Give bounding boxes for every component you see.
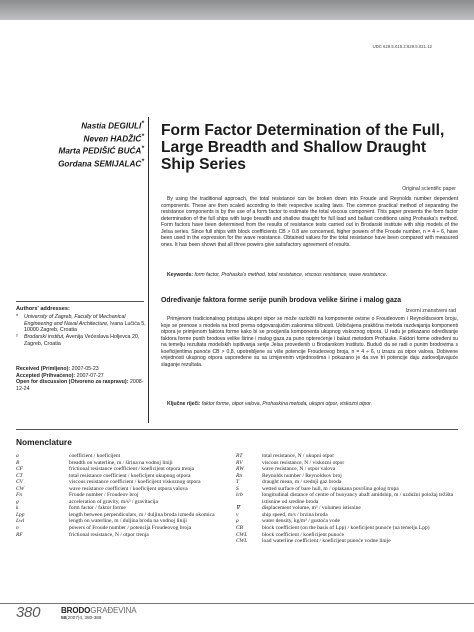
nomenclature-symbol: Fn	[16, 492, 23, 499]
abstract-croatian: Primjenom tradicionalnog pristupa ukupni otpor se može razložiti na komponente ovisne o Froudeovom i Reynoldsovom broju, koje se prenose s modela na brod prema odgovarajućim zakonima sličnosti. Uobičajena praktična metoda razdvajanja komponenti otpora je primjenom faktora forme kako bi se procijenila komponenta ukupnog viskoznog otpora. U radu je prikazano određivanje faktora forme punih brodova velike širine i malog gaza za puno opterećenje i balast metodom Prohaske. Faktori forme određeni su na temelju rezultata modelskih ispitivanja serije Jelsa provedenih u Brodarskom institutu. Budući da se radi o punim brodovima s koeficijentima punoće CB > 0,8, upotrebljene su više potencije Froudeovog broja, n = 4 ÷ 6, u izrazu za otpor valova. Dobivene vrijednosti ukupnog otpora uspoređene su sa izmjerenim vrijednostima i pokazano je da sve tri potencije daju zadovoljavajuće slaganje rezultata.	[161, 316, 458, 368]
paper-title-croatian: Određivanje faktora forme serije punih brodova velike širine i malog gaza	[161, 297, 402, 304]
nomenclature-symbol: Rn	[236, 472, 243, 479]
nomenclature-symbol: CF	[16, 466, 24, 473]
paper-type: Original scientific paper	[402, 186, 456, 192]
nomenclature-symbol: CV	[16, 479, 24, 486]
nomenclature-row	[236, 538, 462, 545]
abstract: By using the traditional approach, the total resistance can be broken down into Froude and Reynolds number dependent components. These are then scaled according to their respective scaling laws. The common practical method of separating the resistance components is by the use of a form factor to estimate the total viscous component. This paper presents the form factor determination of the full ships with large breadth and shallow draught for full load and ballast conditions using Prohaska's method. Form factors have been determined from the results of resistance tests carried out in Brodarski institute with ship models of the Jelsa series. Since full ships with block coefficients CB > 0.8 are concerned, higher powers of the Froude number, n = 4 ÷ 6, have been used in the expression for the wave resistance. Obtained values for the total resistance have been compared with measured ones. It has been shown that all three powers give satisfactory agreement of results.	[161, 196, 458, 248]
nomenclature-symbol: Lwl	[16, 518, 25, 525]
nomenclature-definition: wave resistance, N / otpor valova	[262, 466, 336, 473]
nomenclature-divider	[16, 429, 458, 430]
nomenclature-right-column	[236, 453, 462, 545]
author-2: Neven HADŽIĆ*	[83, 132, 144, 144]
keywords-croatian: Ključne riječi: faktor forme, otpor valova, Prohaskina metoda, ukupni otpor, viskozni otpor.	[167, 401, 373, 407]
nomenclature-definition: longitudinal distance of centre of buoyancy abaft amidship, m / uzdužni položaj težišta istisnine od sredine broda	[262, 492, 454, 505]
nomenclature-symbol: RF	[16, 531, 23, 538]
nomenclature-definition: displacement volume, m³ / volumen istisnine	[262, 505, 361, 512]
journal-reference: 58(2007)4, 380-388	[61, 615, 102, 620]
keywords: Keywords: form factor, Prohaska's method, total resistance, viscous resistance, wave resistance.	[167, 272, 388, 278]
nomenclature-symbol: T	[236, 479, 240, 486]
nomenclature-symbol: RV	[236, 459, 243, 466]
nomenclature-symbol: Lpp	[16, 511, 25, 518]
nomenclature-symbol: CWL	[236, 531, 248, 538]
nomenclature-symbol: v	[236, 511, 239, 518]
nomenclature-symbol: lcb	[236, 492, 243, 499]
nomenclature-symbol: CW	[16, 485, 25, 492]
discussion-date: Open for discussion (Otvoreno za raspravu): 2008-12-24	[16, 379, 144, 393]
nomenclature-title: Nomenclature	[16, 437, 72, 447]
nomenclature-definition: Reynolds number / Reynoldsov broj	[262, 472, 342, 479]
nomenclature-definition: viscous resistance, N / viskozni otpor	[262, 459, 345, 466]
address-1: * University of Zagreb, Faculty of Mechanical Engineering and Naval Architecture, Ivana Lučića 5, 10000 Zagreb, Croatia	[16, 314, 146, 334]
nomenclature-definition: frictional resistance coefficient / koeficijent otpora trenja	[69, 466, 195, 473]
addresses-divider	[16, 301, 144, 302]
nomenclature-symbol: S	[236, 485, 239, 492]
paper-type-croatian: Izvorni znanstveni rad	[405, 308, 456, 314]
footer-divider	[0, 603, 474, 604]
nomenclature-symbol: CB	[236, 525, 244, 532]
nomenclature-row	[236, 492, 462, 505]
address-2: ² Brodarski institut, Avenija Većeslava Holjevca 20, Zagreb, Croatia	[16, 334, 140, 347]
header-band	[0, 0, 474, 20]
nomenclature-definition: form factor / faktor forme	[69, 505, 126, 512]
nomenclature-definition: powers of Froude number / potencija Froudeovog broja	[69, 525, 192, 532]
page-number: 380	[16, 604, 41, 621]
nomenclature-definition: Froude number / Froudeov broj	[69, 492, 139, 499]
nomenclature-definition: block coefficient / koeficijent punoće	[262, 531, 345, 538]
nomenclature-definition: viscous resistance coefficient / koeficijent viskoznog otpora	[69, 479, 201, 486]
nomenclature-definition: length on waterline, m / duljina broda na vodnoj liniji	[69, 518, 187, 525]
nomenclature-definition: frictional resistance, N / otpor trenja	[69, 531, 149, 538]
vertical-divider	[148, 117, 149, 423]
nomenclature-definition: acceleration of gravity, m/s² / gravitacija	[69, 498, 158, 505]
nomenclature-definition: breadth on waterline, m / širina na vodnoj liniji	[69, 459, 173, 466]
nomenclature-symbol: B	[16, 459, 20, 466]
nomenclature-definition: total resistance, N / ukupni otpor	[262, 453, 335, 459]
nomenclature-definition: coefficient / koeficijent	[69, 453, 121, 459]
nomenclature-symbol: k	[16, 505, 19, 512]
nomenclature-symbol: ∇	[236, 505, 240, 512]
addresses-title: Authors' addresses:	[16, 306, 70, 312]
journal-logo: BRODOGRAĐEVINA	[61, 606, 137, 615]
udc-code: UDC 629.5.015.2:629.5.021.12	[372, 44, 432, 49]
received-date: Received (Primljeno): 2007-05-23	[16, 366, 99, 372]
nomenclature-definition: draught mean, m / srednji gaz broda	[262, 479, 342, 486]
nomenclature-symbol: CT	[16, 472, 23, 479]
nomenclature-symbol: n	[16, 525, 19, 532]
nomenclature-symbol: RT	[236, 453, 243, 459]
nomenclature-definition: total resistance coefficient / koeficijent ukupnog otpora	[69, 472, 191, 479]
nomenclature-definition: load waterline coefficient / koeficijent punoće vodne linije	[262, 538, 391, 545]
nomenclature-definition: ship speed, m/s / brzina broda	[262, 511, 328, 518]
nomenclature-symbol: g	[16, 498, 19, 505]
nomenclature-definition: wave resistance coefficient / koeficijent otpora valova	[69, 485, 188, 492]
author-1: Nastia DEGIULI*	[81, 120, 144, 131]
nomenclature-symbol: ρ	[236, 518, 239, 525]
accepted-date: Accepted (Prihvaćeno): 2007-07-27	[16, 372, 104, 379]
nomenclature-definition: length between perpendiculars, m / duljina broda između okomica	[69, 511, 215, 518]
paper-title: Form Factor Determination of the Full, Large Breadth and Shallow Draught Ship Series	[161, 122, 445, 173]
author-3: Marta PEDIŠIĆ BUĆA*	[58, 145, 144, 157]
nomenclature-definition: water density, kg/m³ / gustoća vode	[262, 518, 340, 525]
nomenclature-row	[16, 532, 242, 539]
author-list	[6, 119, 144, 170]
nomenclature-left-column	[16, 453, 242, 538]
author-4: Gordana SEMIJALAC*	[58, 158, 144, 169]
nomenclature-symbol: CWL	[236, 538, 248, 545]
submission-dates	[16, 366, 146, 393]
nomenclature-symbol: RW	[236, 466, 244, 473]
nomenclature-symbol: a	[16, 453, 19, 459]
nomenclature-definition: block coefficient (on the basis of Lpp) / koeficijent punoće (na temelju Lpp)	[262, 525, 430, 532]
nomenclature-definition: wetted surface of bare hull, m / oplakana površina golog trupa	[262, 485, 399, 492]
